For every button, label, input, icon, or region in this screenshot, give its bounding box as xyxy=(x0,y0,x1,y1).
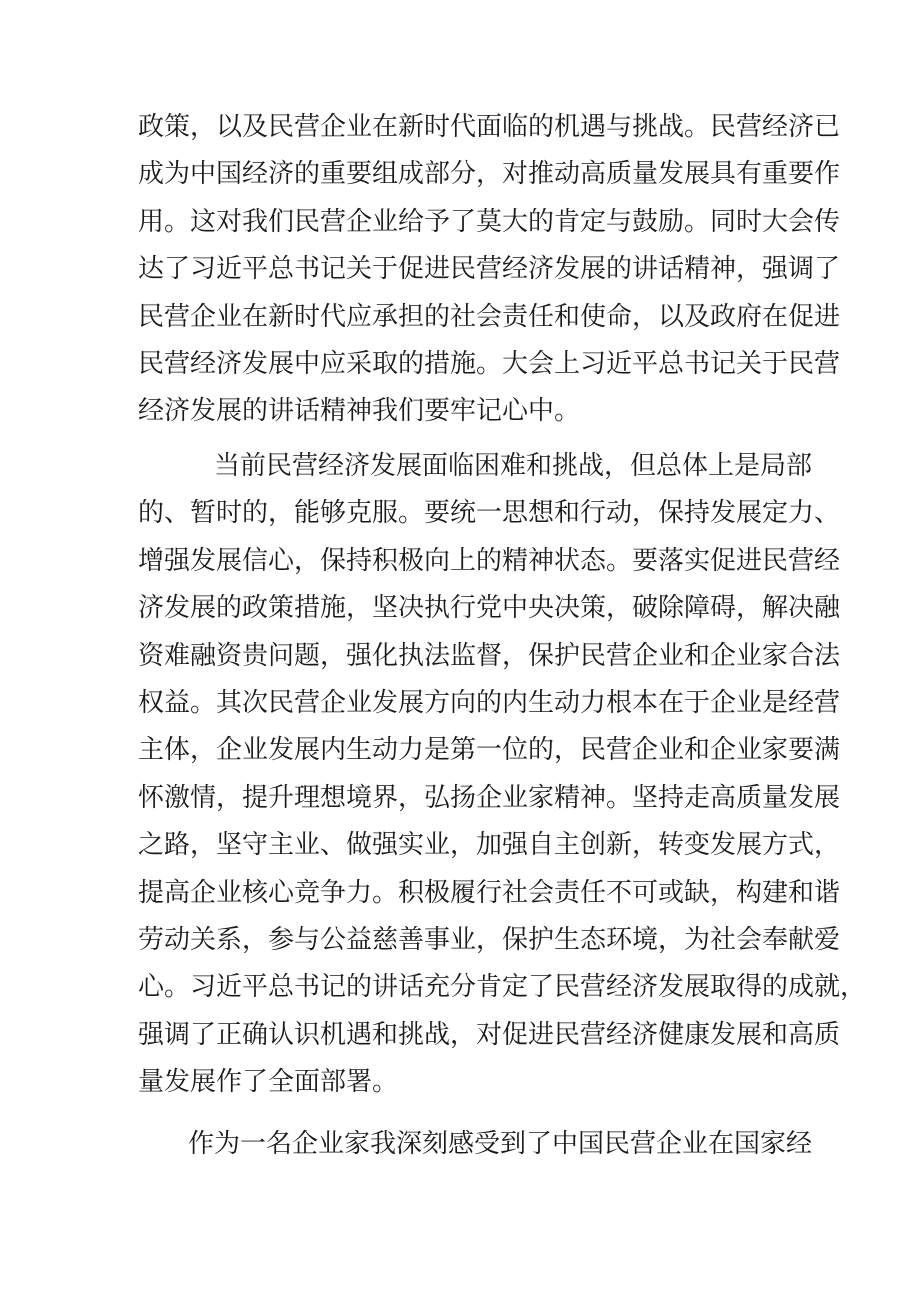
text-line: 强调了正确认识机遇和挑战，对促进民营经济健康发展和高质 xyxy=(138,1019,841,1050)
text-line: 作为一名企业家我深刻感受到了中国民营企业在国家经 xyxy=(188,1129,813,1159)
text-line: 达了习近平总书记关于促进民营经济发展的讲话精神，强调了 xyxy=(138,254,841,285)
text-line: 劳动关系，参与公益慈善事业，保护生态环境，为社会奉献爱 xyxy=(138,924,841,955)
text-line: 增强发展信心，保持积极向上的精神状态。要落实促进民营经 xyxy=(138,545,841,576)
text-line: 经济发展的讲话精神我们要牢记心中。 xyxy=(138,396,581,427)
text-line: 心。习近平总书记的讲话充分肯定了民营经济发展取得的成就， xyxy=(138,972,867,1003)
text-line: 用。这对我们民营企业给予了莫大的肯定与鼓励。同时大会传 xyxy=(138,206,841,237)
text-line: 当前民营经济发展面临困难和挑战，但总体上是局部 xyxy=(214,451,813,481)
paragraph-2 xyxy=(138,443,867,1106)
text-line: 主体，企业发展内生动力是第一位的，民营企业和企业家要满 xyxy=(138,735,841,766)
text-line: 之路，坚守主业、做强实业，加强自主创新，转变发展方式， xyxy=(138,830,841,861)
text-line: 民营经济发展中应采取的措施。大会上习近平总书记关于民营 xyxy=(138,348,841,379)
text-line: 政策，以及民营企业在新时代面临的机遇与挑战。民营经济已 xyxy=(138,112,841,142)
text-line: 民营企业在新时代应承担的社会责任和使命，以及政府在促进 xyxy=(138,301,841,332)
text-line: 的、暂时的，能够克服。要统一思想和行动，保持发展定力、 xyxy=(138,498,841,529)
text-line: 济发展的政策措施，坚决执行党中央决策，破除障碍，解决融 xyxy=(138,593,841,624)
text-line: 资难融资贵问题，强化执法监督，保护民营企业和企业家合法 xyxy=(138,640,841,671)
text-line: 权益。其次民营企业发展方向的内生动力根本在于企业是经营 xyxy=(138,687,841,718)
text-line: 怀激情，提升理想境界，弘扬企业家精神。坚持走高质量发展 xyxy=(138,782,841,813)
text-line: 提高企业核心竞争力。积极履行社会责任不可或缺，构建和谐 xyxy=(138,877,841,908)
paragraph-3 xyxy=(138,1121,813,1168)
text-line: 成为中国经济的重要组成部分，对推动高质量发展具有重要作 xyxy=(138,159,841,190)
text-line: 量发展作了全面部署。 xyxy=(138,1067,399,1098)
paragraph-1 xyxy=(138,104,841,436)
